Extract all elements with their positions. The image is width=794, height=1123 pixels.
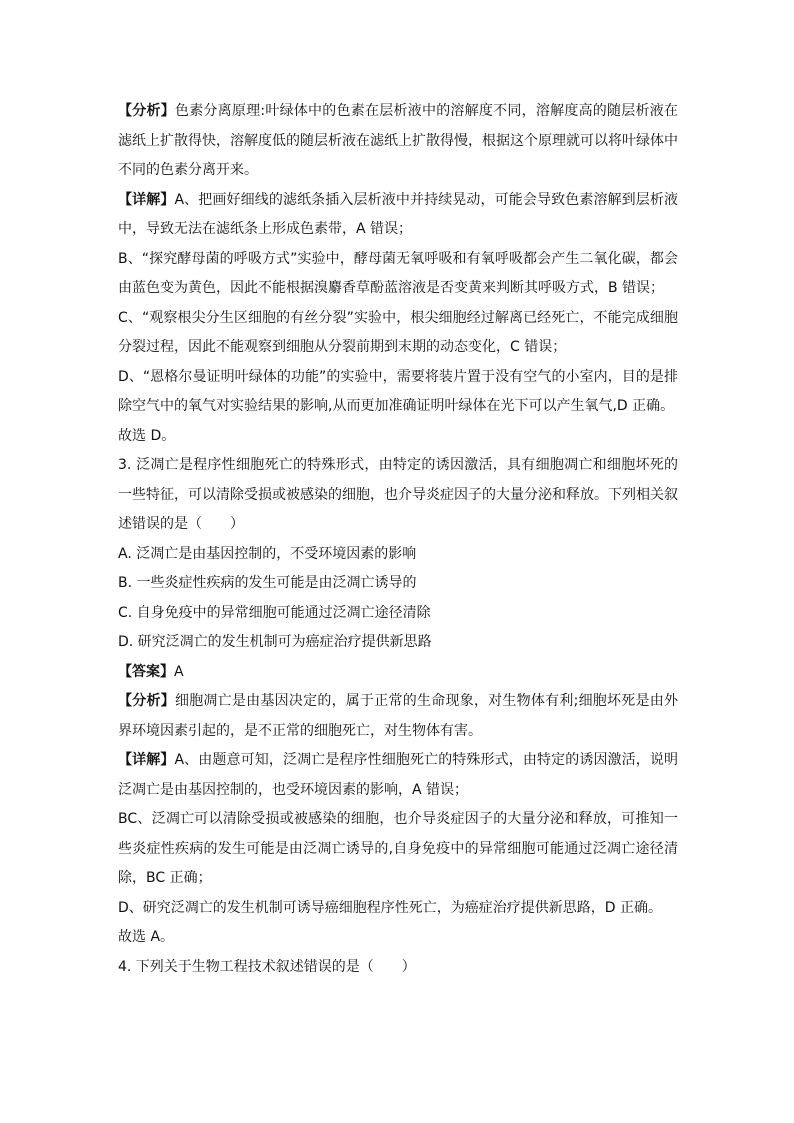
q4-stem: 4. 下列关于生物工程技术叙述错误的是（ ） — [118, 958, 416, 975]
q3-detail-d: D、研究泛凋亡的发生机制可诱导癌细胞程序性死亡，为癌症治疗提供新思路，D 正确。 — [118, 899, 663, 916]
q3-detail-a — [118, 746, 678, 805]
analysis-tag: 【分析】 — [118, 693, 175, 709]
analysis-text: 色素分离原理:叶绿体中的色素在层析液中的溶解度不同，溶解度高的随层析液在滤纸上扩散得快，溶解度低的随层析液在滤纸上扩散得慢，根据这个原理就可以将叶绿体中不同的色素分离开来。 — [118, 103, 678, 178]
q3-detail-bc: BC、泛凋亡可以清除受损或被感染的细胞，也介导炎症因子的大量分泌和释放，可推知一些炎症性疾病的发生可能是由泛凋亡诱导的,自身免疫中的异常细胞可能通过泛凋亡途径清除，BC 正确； — [118, 811, 678, 886]
q2-detail-b: B、“探究酵母菌的呼吸方式”实验中，酵母菌无氧呼吸和有氧呼吸都会产生二氧化碳，都会由蓝色变为黄色，因此不能根据溴麝香草酚蓝溶液是否变黄来判断其呼吸方式，B 错误； — [118, 250, 678, 296]
q3-option-d: D. 研究泛凋亡的发生机制可为癌症治疗提供新思路 — [118, 634, 432, 650]
analysis-text: 细胞凋亡是由基因决定的，属于正常的生命现象，对生物体有利;细胞坏死是由外界环境因素引起的，是不正常的细胞死亡，对生物体有害。 — [118, 693, 678, 739]
analysis-tag: 【分析】 — [118, 103, 175, 119]
q3-analysis — [118, 687, 678, 746]
detail-tag: 【详解】 — [118, 752, 175, 768]
detail-text: A、由题意可知，泛凋亡是程序性细胞死亡的特殊形式，由特定的诱因激活，说明泛凋亡是由基因控制的，也受环境因素的影响，A 错误； — [118, 752, 679, 798]
answer-text: A — [174, 663, 184, 680]
q2-detail-c: C、“观察根尖分生区细胞的有丝分裂”实验中，根尖细胞经过解离已经死亡，不能完成细胞分裂过程，因此不能观察到细胞从分裂前期到末期的动态变化，C 错误； — [118, 309, 678, 355]
detail-tag: 【详解】 — [118, 191, 175, 208]
answer-tag: 【答案】 — [118, 663, 174, 680]
q3-choose: 故选 A。 — [118, 929, 175, 945]
q3-option-c: C. 自身免疫中的异常细胞可能通过泛凋亡途径清除 — [118, 604, 431, 621]
q3-option-a: A. 泛凋亡是由基因控制的，不受环境因素的影响 — [118, 545, 417, 562]
detail-text: A、把画好细线的滤纸条插入层析液中并持续晃动，可能会导致色素溶解到层析液中，导致无法在滤纸条上形成色素带，A 错误； — [118, 191, 679, 237]
q2-analysis — [118, 97, 678, 186]
document-page — [118, 97, 678, 982]
q3-answer — [118, 658, 678, 688]
q2-detail-d: D、“恩格尔曼证明叶绿体的功能”的实验中，需要将装片置于没有空气的小室内，目的是排除空气中的氧气对实验结果的影响,从而更加准确证明叶绿体在光下可以产生氧气,D 正确。 — [118, 368, 678, 414]
q2-choose: 故选 D。 — [118, 427, 176, 444]
q2-detail-a — [118, 186, 678, 245]
q3-option-b: B. 一些炎症性疾病的发生可能是由泛凋亡诱导的 — [118, 575, 417, 591]
q3-stem: 3. 泛凋亡是程序性细胞死亡的特殊形式，由特定的诱因激活，具有细胞凋亡和细胞坏死的一些特征，可以清除受损或被感染的细胞，也介导炎症因子的大量分泌和释放。下列相关叙述错误的是（ ） — [118, 457, 678, 532]
